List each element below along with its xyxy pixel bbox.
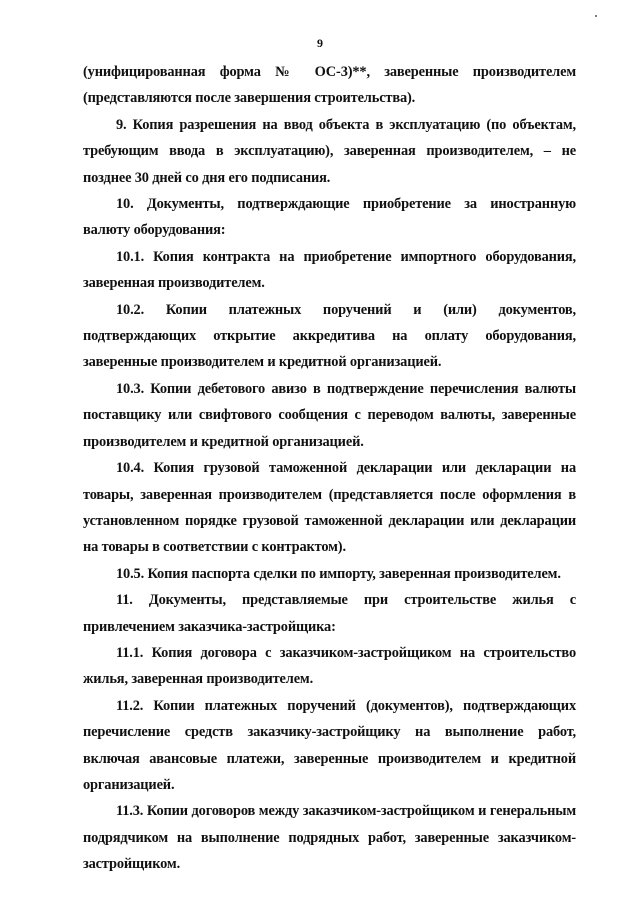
paragraph-item-10-1: 10.1. Копия контракта на приобретение импортного оборудования, заверенная производителем. <box>83 248 576 292</box>
paragraph-item-10-2: 10.2. Копии платежных поручений и (или) документов, подтверждающих открытие аккредитива на оплату оборудования, заверенные производителем и кредитной организацией. <box>83 301 576 371</box>
paragraph-item-11-1: 11.1. Копия договора с заказчиком-застройщиком на строительство жилья, заверенная производителем. <box>83 644 576 688</box>
page-number: 9 <box>317 36 323 50</box>
paragraph-item-11-2: 11.2. Копии платежных поручений (документов), подтверждающих перечисление средств заказчику-застройщику на выполнение работ, включая авансовые платежи, заверенные производителем и кредитной организацией. <box>83 697 576 793</box>
paragraph-item-10-4: 10.4. Копия грузовой таможенной декларации или декларации на товары, заверенная производителем (представляется после оформления в установленном порядке грузовой таможенной декларации или декларации на товары в соответствии с контрактом). <box>83 460 576 556</box>
scan-speck <box>595 15 597 17</box>
document-body <box>83 59 576 878</box>
paragraph-item-11-3: 11.3. Копии договоров между заказчиком-застройщиком и генеральным подрядчиком на выполнение подрядных работ, заверенные заказчиком-застройщиком. <box>83 803 576 873</box>
paragraph-item-10-5: 10.5. Копия паспорта сделки по импорту, заверенная производителем. <box>116 565 561 582</box>
paragraph-item-10: 10. Документы, подтверждающие приобретение за иностранную валюту оборудования: <box>83 196 576 239</box>
paragraph-item-11: 11. Документы, представляемые при строительстве жилья с привлечением заказчика-застройщика: <box>83 592 576 635</box>
paragraph-item-10-3: 10.3. Копии дебетового авизо в подтверждение перечисления валюты поставщику или свифтового сообщения с переводом валюты, заверенные производителем и кредитной организацией. <box>83 380 576 450</box>
paragraph-continuation: (унифицированная форма № ОС-3)**, заверенные производителем (представляются после завершения строительства). <box>83 64 576 107</box>
paragraph-item-9: 9. Копия разрешения на ввод объекта в эксплуатацию (по объектам, требующим ввода в эксплуатацию), заверенная производителем, – не позднее 30 дней со дня его подписания. <box>83 116 576 186</box>
